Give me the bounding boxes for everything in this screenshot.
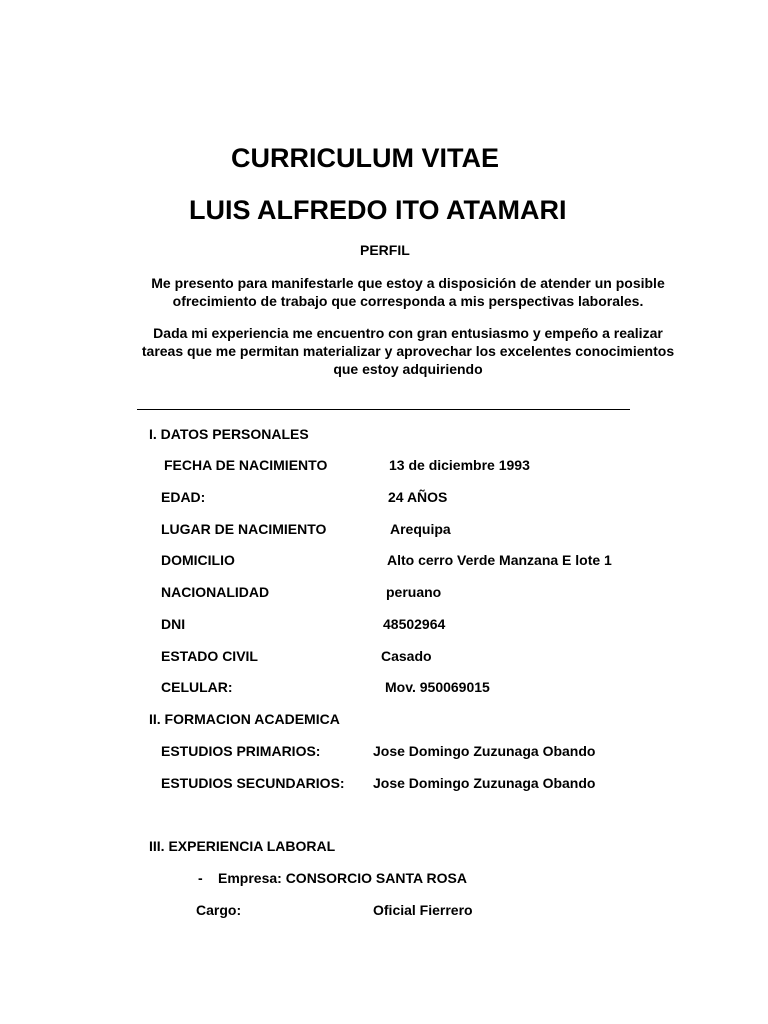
personal-value: peruano bbox=[386, 584, 442, 600]
personal-value: Casado bbox=[381, 648, 432, 664]
personal-value: 13 de diciembre 1993 bbox=[389, 457, 530, 473]
personal-label: DNI bbox=[161, 616, 186, 632]
personal-label: LUGAR DE NACIMIENTO bbox=[161, 521, 327, 537]
experience-bullet: - bbox=[198, 870, 203, 886]
document-title: CURRICULUM VITAE bbox=[231, 143, 499, 173]
academic-label: ESTUDIOS PRIMARIOS: bbox=[161, 743, 321, 759]
academic-label: ESTUDIOS SECUNDARIOS: bbox=[161, 775, 345, 791]
academic-value: Jose Domingo Zuzunaga Obando bbox=[373, 743, 596, 759]
personal-value: 24 AÑOS bbox=[388, 489, 448, 505]
personal-label: FECHA DE NACIMIENTO bbox=[164, 457, 328, 473]
personal-label: EDAD: bbox=[161, 489, 206, 505]
academic-heading: II. FORMACION ACADEMICA bbox=[149, 711, 340, 727]
personal-label: CELULAR: bbox=[161, 679, 233, 695]
profile-paragraph-1: Me presento para manifestarle que estoy a disposición de atender un posible ofrecimiento de trabajo que corresponda a mis perspectivas laborales. bbox=[151, 275, 665, 309]
personal-value: Mov. 950069015 bbox=[385, 679, 490, 695]
personal-value: 48502964 bbox=[383, 616, 446, 632]
experience-role-label: Cargo: bbox=[196, 902, 242, 918]
personal-label: NACIONALIDAD bbox=[161, 584, 270, 600]
profile-heading: PERFIL bbox=[360, 242, 410, 258]
experience-company: Empresa: CONSORCIO SANTA ROSA bbox=[218, 870, 467, 886]
personal-value: Arequipa bbox=[390, 521, 451, 537]
profile-paragraph-2: Dada mi experiencia me encuentro con gran entusiasmo y empeño a realizar tareas que me permitan materializar y aprovechar los excelentes conocimientos que estoy adquiriendo bbox=[141, 325, 675, 377]
experience-heading: III. EXPERIENCIA LABORAL bbox=[149, 838, 336, 854]
personal-heading: I. DATOS PERSONALES bbox=[149, 426, 309, 442]
personal-label: ESTADO CIVIL bbox=[161, 648, 258, 664]
experience-role-value: Oficial Fierrero bbox=[373, 902, 473, 918]
personal-label: DOMICILIO bbox=[161, 552, 235, 568]
academic-value: Jose Domingo Zuzunaga Obando bbox=[373, 775, 596, 791]
candidate-name: LUIS ALFREDO ITO ATAMARI bbox=[189, 195, 567, 225]
personal-value: Alto cerro Verde Manzana E lote 1 bbox=[387, 552, 612, 568]
section-divider bbox=[137, 409, 630, 410]
